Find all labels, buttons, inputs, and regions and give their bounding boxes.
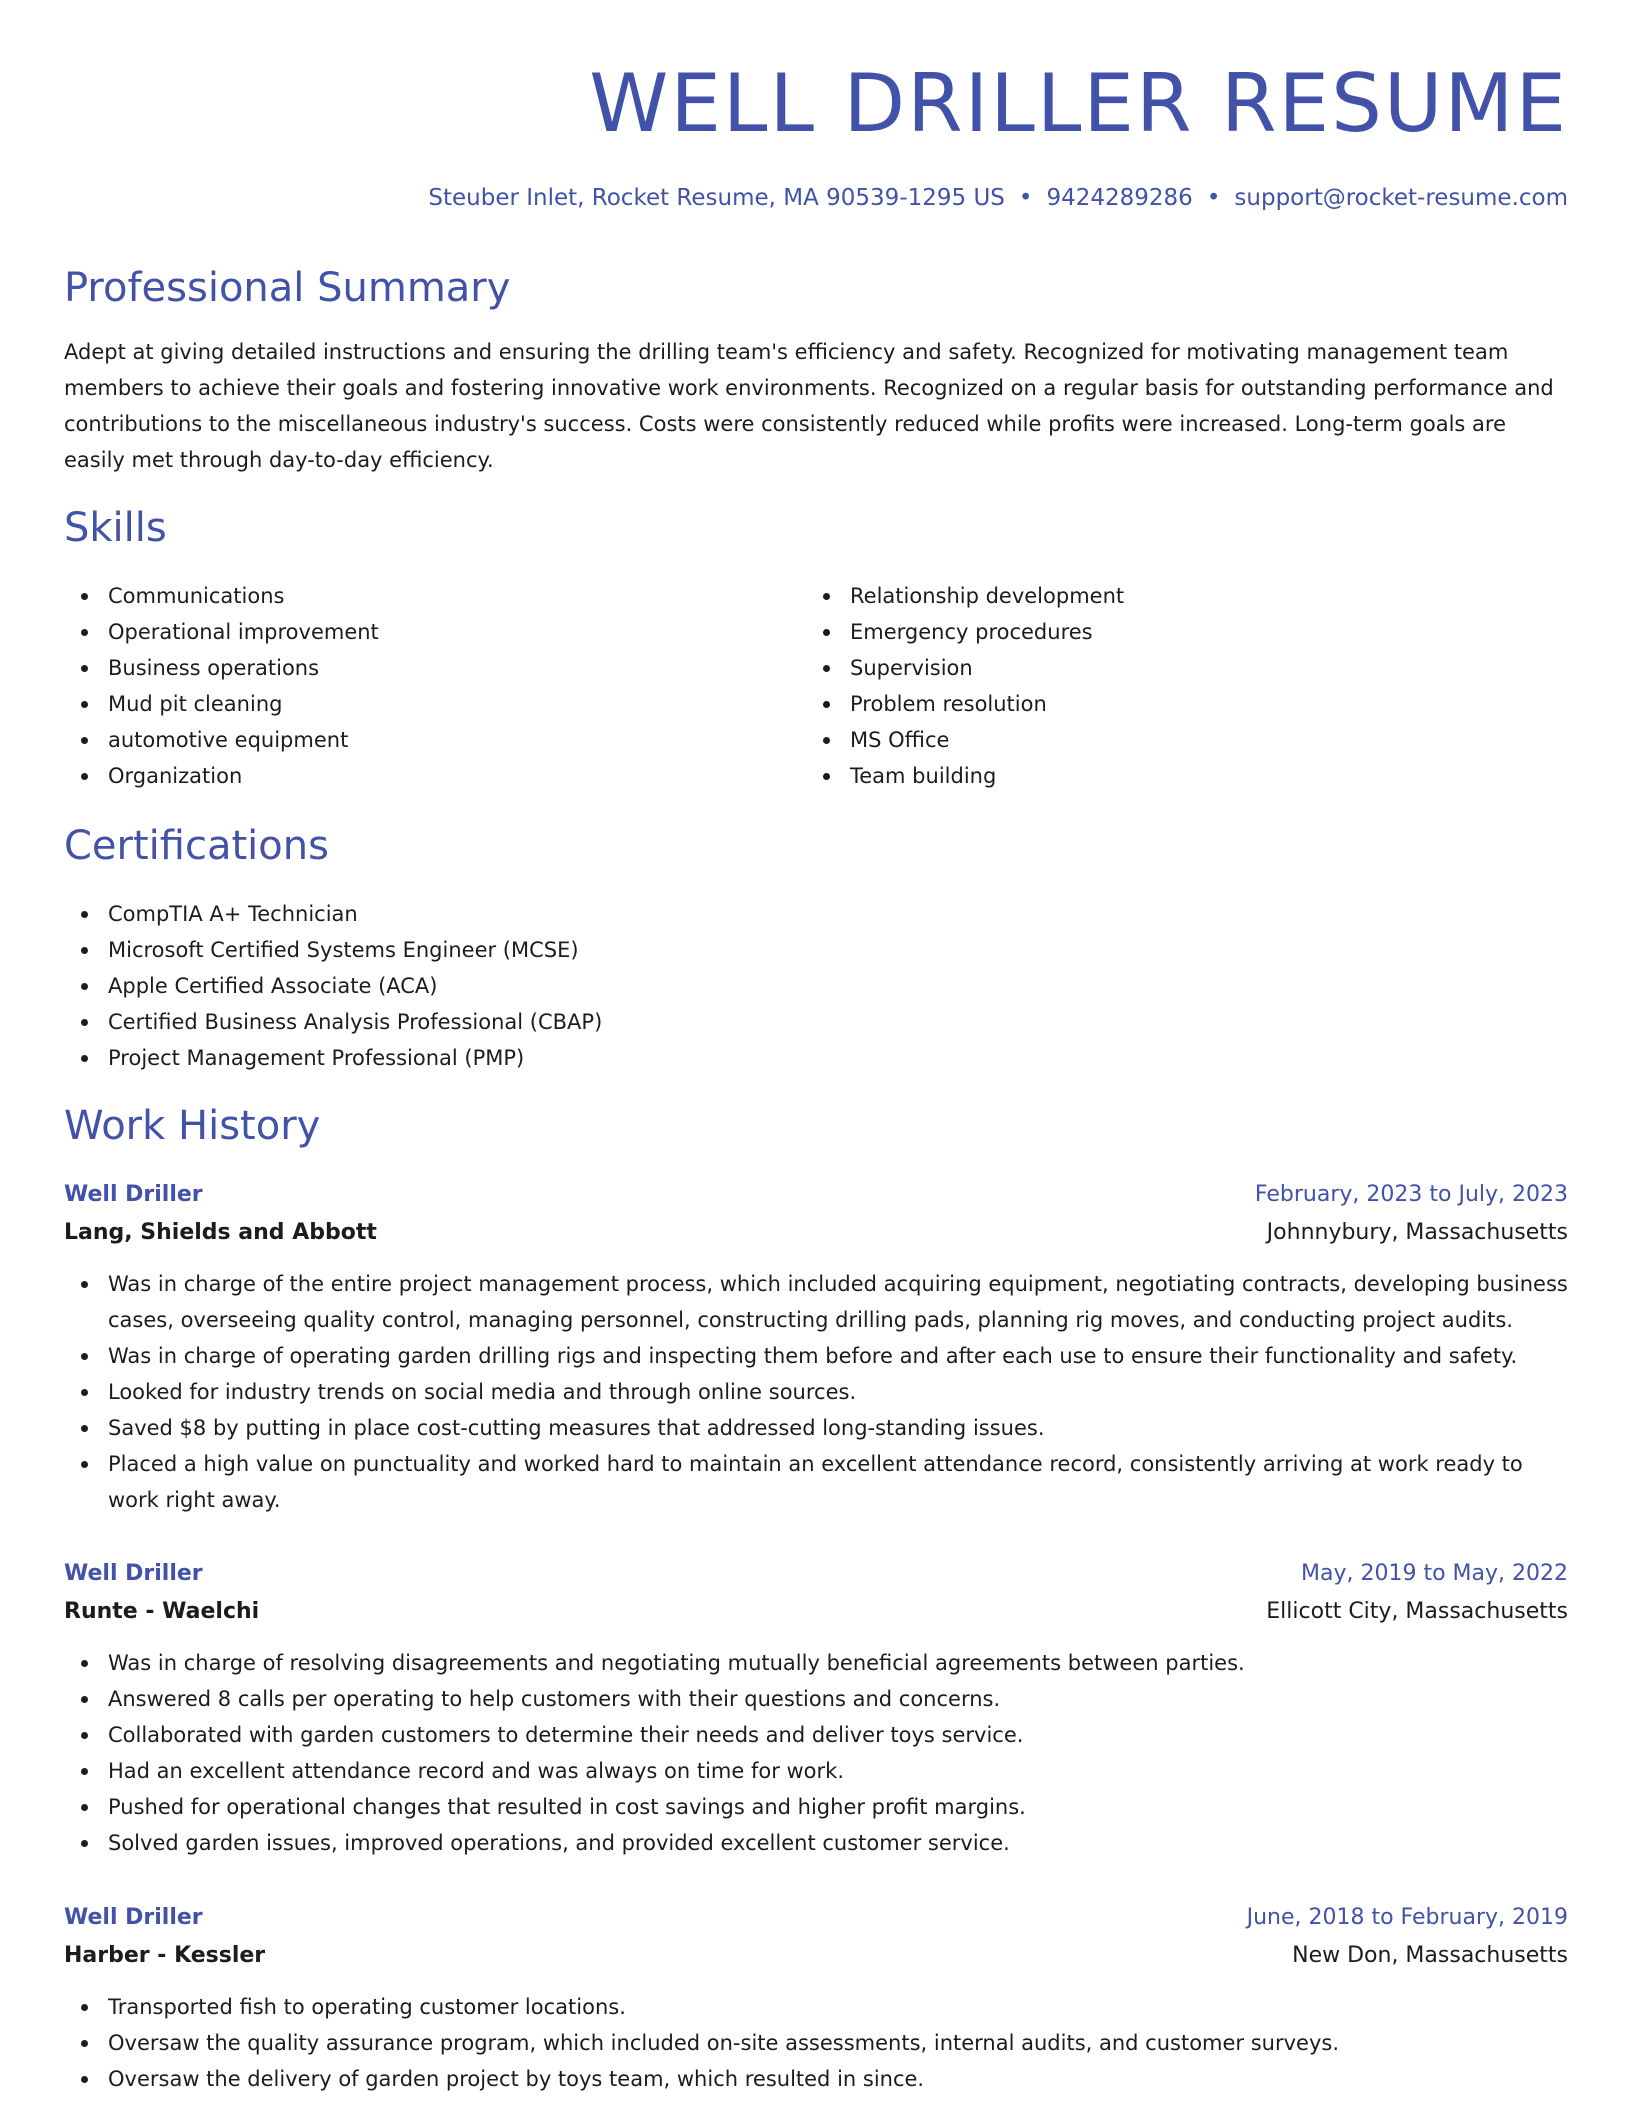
- skill-item: MS Office: [806, 722, 1124, 758]
- certifications-list: [64, 896, 602, 1076]
- job-location: Ellicott City, Massachusetts: [1266, 1599, 1568, 1624]
- job-header: [64, 1176, 1568, 1214]
- job-header: [64, 1555, 1568, 1593]
- job-bullets: [64, 1989, 1568, 2097]
- job-bullet: Collaborated with garden customers to determine their needs and deliver toys service.: [64, 1717, 1568, 1753]
- job-bullet: Pushed for operational changes that resulted in cost savings and higher profit margins.: [64, 1789, 1568, 1825]
- contact-address: Steuber Inlet, Rocket Resume, MA 90539-1295 US: [428, 185, 1005, 211]
- skill-item: Team building: [806, 758, 1124, 794]
- skill-item: Emergency procedures: [806, 614, 1124, 650]
- contact-phone[interactable]: 9424289286: [1046, 185, 1193, 211]
- job-dates: June, 2018 to February, 2019: [1246, 1905, 1568, 1930]
- certification-item: Apple Certified Associate (ACA): [64, 968, 602, 1004]
- contact-separator: •: [1018, 185, 1033, 211]
- skill-item: Mud pit cleaning: [64, 686, 379, 722]
- job-bullet: Placed a high value on punctuality and worked hard to maintain an excellent attendance record, consistently arriving at work ready to work right away.: [64, 1446, 1568, 1518]
- section-title-certifications: Certifications: [64, 823, 329, 869]
- certification-item: CompTIA A+ Technician: [64, 896, 602, 932]
- section-title-summary: Professional Summary: [64, 265, 511, 311]
- job-subheader: [64, 1214, 1568, 1252]
- skills-list-left: [64, 578, 379, 794]
- job-title: Well Driller: [64, 1561, 203, 1586]
- job-bullet: Oversaw the delivery of garden project by toys team, which resulted in since.: [64, 2061, 1568, 2097]
- job-entry: [64, 1555, 1568, 1861]
- section-title-skills: Skills: [64, 505, 167, 551]
- skill-item: Communications: [64, 578, 379, 614]
- job-subheader: [64, 1937, 1568, 1975]
- skill-item: Problem resolution: [806, 686, 1124, 722]
- skills-list-right: [806, 578, 1124, 794]
- job-entry: [64, 1176, 1568, 1518]
- job-subheader: [64, 1593, 1568, 1631]
- job-bullet: Answered 8 calls per operating to help customers with their questions and concerns.: [64, 1681, 1568, 1717]
- job-bullets: [64, 1266, 1568, 1518]
- skill-item: Supervision: [806, 650, 1124, 686]
- job-bullet: Was in charge of resolving disagreements and negotiating mutually beneficial agreements between parties.: [64, 1645, 1568, 1681]
- job-bullet: Was in charge of the entire project management process, which included acquiring equipment, negotiating contracts, developing business cases, overseeing quality control, managing personnel, constructing drilling pads, planning rig moves, and conducting project audits.: [64, 1266, 1568, 1338]
- job-header: [64, 1899, 1568, 1937]
- job-bullets: [64, 1645, 1568, 1861]
- job-bullet: Saved $8 by putting in place cost-cutting measures that addressed long-standing issues.: [64, 1410, 1568, 1446]
- skill-item: Business operations: [64, 650, 379, 686]
- job-bullet: Oversaw the quality assurance program, which included on-site assessments, internal audits, and customer surveys.: [64, 2025, 1568, 2061]
- job-company: Harber - Kessler: [64, 1943, 266, 1968]
- job-bullet: Looked for industry trends on social media and through online sources.: [64, 1374, 1568, 1410]
- job-dates: February, 2023 to July, 2023: [1254, 1182, 1568, 1207]
- resume-name: WELL DRILLER RESUME: [589, 57, 1568, 150]
- job-title: Well Driller: [64, 1905, 203, 1930]
- job-location: New Don, Massachusetts: [1292, 1943, 1568, 1968]
- job-bullet: Was in charge of operating garden drilling rigs and inspecting them before and after each use to ensure their functionality and safety.: [64, 1338, 1568, 1374]
- skill-item: automotive equipment: [64, 722, 379, 758]
- summary-text: Adept at giving detailed instructions and ensuring the drilling team's efficiency and safety. Recognized for motivating management team members to achieve their goals and fostering innovative work environments. Recognized on a regular basis for outstanding performance and contributions to the miscellaneous industry's success. Costs were consistently reduced while profits were increased. Long-term goals are easily met through day-to-day efficiency.: [64, 340, 1554, 472]
- contact-email[interactable]: support@rocket-resume.com: [1234, 185, 1568, 211]
- skill-item: Operational improvement: [64, 614, 379, 650]
- job-location: Johnnybury, Massachusetts: [1266, 1220, 1568, 1245]
- job-company: Lang, Shields and Abbott: [64, 1220, 377, 1245]
- contact-separator: •: [1206, 185, 1221, 211]
- job-dates: May, 2019 to May, 2022: [1301, 1561, 1568, 1586]
- job-bullet: Had an excellent attendance record and was always on time for work.: [64, 1753, 1568, 1789]
- certification-item: Project Management Professional (PMP): [64, 1040, 602, 1076]
- certification-item: Microsoft Certified Systems Engineer (MCSE): [64, 932, 602, 968]
- skill-item: Organization: [64, 758, 379, 794]
- job-bullet: Transported fish to operating customer locations.: [64, 1989, 1568, 2025]
- section-title-work-history: Work History: [64, 1103, 321, 1149]
- job-bullet: Solved garden issues, improved operations, and provided excellent customer service.: [64, 1825, 1568, 1861]
- skill-item: Relationship development: [806, 578, 1124, 614]
- certification-item: Certified Business Analysis Professional (CBAP): [64, 1004, 602, 1040]
- job-title: Well Driller: [64, 1182, 203, 1207]
- job-company: Runte - Waelchi: [64, 1599, 260, 1624]
- job-entry: [64, 1899, 1568, 2097]
- contact-line: [428, 180, 1568, 216]
